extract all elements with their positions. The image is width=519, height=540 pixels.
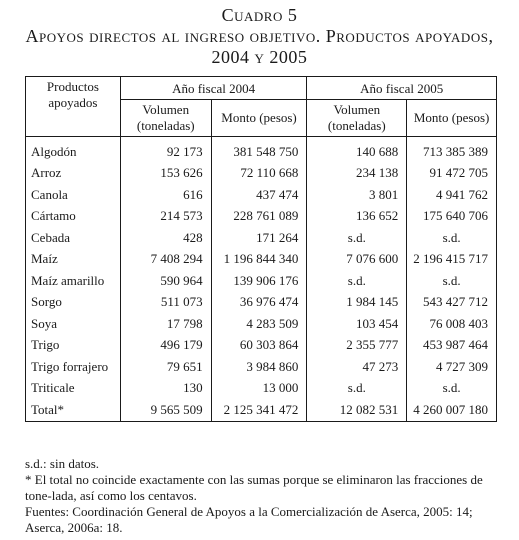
table-row — [26, 292, 497, 314]
cell-v2004: 17 798 — [120, 313, 211, 335]
product-name: Maíz — [26, 249, 121, 271]
table-row — [26, 270, 497, 292]
cell-v2004: 9 565 509 — [120, 399, 211, 421]
cell-v2005: 2 355 777 — [307, 335, 407, 357]
cell-v2005: 12 082 531 — [307, 399, 407, 421]
cell-m2004: 171 264 — [211, 227, 307, 249]
cell-m2004: 2 125 341 472 — [211, 399, 307, 421]
cell-v2005: s.d. — [307, 270, 407, 292]
table-body — [26, 137, 497, 422]
cell-v2004: 428 — [120, 227, 211, 249]
cell-m2005: 91 472 705 — [407, 163, 497, 185]
cell-v2005: 234 138 — [307, 163, 407, 185]
cell-m2005: 4 941 762 — [407, 184, 497, 206]
table-row — [26, 313, 497, 335]
product-name: Canola — [26, 184, 121, 206]
product-name: Arroz — [26, 163, 121, 185]
table-row — [26, 163, 497, 185]
header-amount-2004: Monto (pesos) — [211, 100, 307, 137]
cell-m2004: 72 110 668 — [211, 163, 307, 185]
product-name: Soya — [26, 313, 121, 335]
table-row — [26, 399, 497, 421]
table-row — [26, 378, 497, 400]
cell-v2004: 7 408 294 — [120, 249, 211, 271]
cell-v2004: 616 — [120, 184, 211, 206]
cell-m2005: 4 260 007 180 — [407, 399, 497, 421]
cell-v2004: 214 573 — [120, 206, 211, 228]
cell-m2004: 437 474 — [211, 184, 307, 206]
cell-m2005: s.d. — [407, 270, 497, 292]
product-name: Total* — [26, 399, 121, 421]
table-row — [26, 227, 497, 249]
cell-v2005: 47 273 — [307, 356, 407, 378]
product-name: Cebada — [26, 227, 121, 249]
header-year-2004: Año fiscal 2004 — [120, 77, 307, 100]
table-row — [26, 335, 497, 357]
table-title: Apoyos directos al ingreso objetivo. Productos apoyados, — [25, 26, 494, 46]
table-row — [26, 137, 497, 163]
cell-v2005: 140 688 — [307, 137, 407, 163]
note-sources: Fuentes: Coordinación General de Apoyos a la Comercialización de Aserca, 2005: 14; Aserca, 2006a: 18. — [25, 504, 473, 535]
cell-m2004: 13 000 — [211, 378, 307, 400]
cell-v2004: 79 651 — [120, 356, 211, 378]
product-name: Algodón — [26, 137, 121, 163]
cell-v2004: 496 179 — [120, 335, 211, 357]
cell-m2004: 4 283 509 — [211, 313, 307, 335]
table-title-years: 2004 y 2005 — [211, 47, 308, 67]
data-table — [25, 76, 497, 422]
header-year-2005: Año fiscal 2005 — [307, 77, 497, 100]
note-footnote: * El total no coincide exactamente con las sumas porque se eliminaron las fracciones de tone-lada, así como los centavos. — [25, 472, 483, 503]
header-products: Productos apoyados — [26, 77, 121, 137]
cell-v2004: 511 073 — [120, 292, 211, 314]
cell-m2005: 453 987 464 — [407, 335, 497, 357]
cell-v2005: 7 076 600 — [307, 249, 407, 271]
cell-v2004: 92 173 — [120, 137, 211, 163]
cell-m2005: 713 385 389 — [407, 137, 497, 163]
cell-v2005: 3 801 — [307, 184, 407, 206]
table-row — [26, 206, 497, 228]
cell-v2004: 153 626 — [120, 163, 211, 185]
cell-v2005: 1 984 145 — [307, 292, 407, 314]
cell-m2005: 4 727 309 — [407, 356, 497, 378]
header-volume-2005: Volumen (toneladas) — [307, 100, 407, 137]
product-name: Triticale — [26, 378, 121, 400]
table-label: Cuadro 5 — [221, 5, 298, 25]
table-row — [26, 249, 497, 271]
cell-v2005: 103 454 — [307, 313, 407, 335]
cell-m2005: 76 008 403 — [407, 313, 497, 335]
cell-m2005: 543 427 712 — [407, 292, 497, 314]
cell-m2005: s.d. — [407, 227, 497, 249]
cell-m2004: 3 984 860 — [211, 356, 307, 378]
cell-v2004: 130 — [120, 378, 211, 400]
cell-v2005: s.d. — [307, 227, 407, 249]
cell-v2005: s.d. — [307, 378, 407, 400]
cell-m2004: 228 761 089 — [211, 206, 307, 228]
cell-m2005: 2 196 415 717 — [407, 249, 497, 271]
header-volume-2004: Volumen (toneladas) — [120, 100, 211, 137]
cell-m2004: 60 303 864 — [211, 335, 307, 357]
cell-v2004: 590 964 — [120, 270, 211, 292]
note-sd: s.d.: sin datos. — [25, 456, 100, 471]
product-name: Sorgo — [26, 292, 121, 314]
product-name: Cártamo — [26, 206, 121, 228]
cell-v2005: 136 652 — [307, 206, 407, 228]
product-name: Trigo — [26, 335, 121, 357]
product-name: Maíz amarillo — [26, 270, 121, 292]
cell-m2005: s.d. — [407, 378, 497, 400]
table-row — [26, 184, 497, 206]
cell-m2004: 381 548 750 — [211, 137, 307, 163]
table-row — [26, 356, 497, 378]
cell-m2005: 175 640 706 — [407, 206, 497, 228]
cell-m2004: 139 906 176 — [211, 270, 307, 292]
cell-m2004: 36 976 474 — [211, 292, 307, 314]
header-amount-2005: Monto (pesos) — [407, 100, 497, 137]
notes — [25, 456, 505, 536]
product-name: Trigo forrajero — [26, 356, 121, 378]
cell-m2004: 1 196 844 340 — [211, 249, 307, 271]
